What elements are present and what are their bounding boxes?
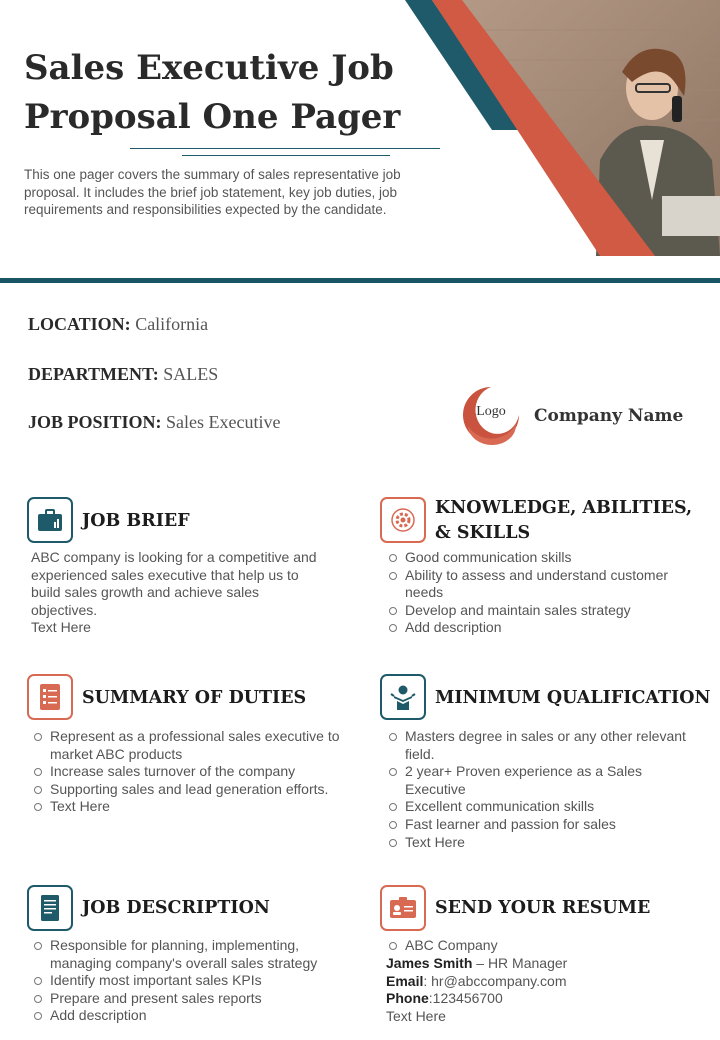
list-item: Responsible for planning, implementing, managing company's overall sales strategy bbox=[31, 937, 341, 972]
phone-value: :123456700 bbox=[428, 990, 503, 1007]
list-item: Excellent communication skills bbox=[386, 798, 706, 816]
location-field bbox=[28, 314, 208, 335]
email-value[interactable]: : hr@abccompany.com bbox=[423, 972, 567, 989]
email-line[interactable] bbox=[386, 973, 686, 991]
list-item: 2 year+ Proven experience as a Sales Executive bbox=[386, 763, 706, 798]
knowledge-heading bbox=[435, 496, 692, 546]
title-underline-short bbox=[182, 155, 390, 156]
resume-company-list bbox=[386, 937, 686, 955]
job-description-heading: JOB DESCRIPTION bbox=[82, 898, 270, 918]
list-item: Identify most important sales KPIs bbox=[31, 972, 341, 990]
title-line-1: Sales Executive Job bbox=[24, 48, 394, 88]
location-value: California bbox=[135, 314, 209, 334]
contact-role: – HR Manager bbox=[472, 955, 568, 971]
list-item: Prepare and present sales reports bbox=[31, 990, 341, 1008]
company-name: Company Name bbox=[534, 406, 684, 426]
duties-list bbox=[31, 728, 361, 816]
list-item: Text Here bbox=[31, 798, 361, 816]
list-item: Text Here bbox=[386, 834, 706, 852]
title-underline bbox=[130, 148, 440, 149]
position-field bbox=[28, 412, 281, 433]
phone-label: Phone bbox=[386, 990, 429, 1007]
department-value: SALES bbox=[163, 364, 219, 384]
list-item: Represent as a professional sales executive to market ABC products bbox=[31, 728, 361, 763]
knowledge-list bbox=[386, 549, 676, 637]
position-value: Sales Executive bbox=[166, 412, 281, 432]
briefcase-icon bbox=[27, 497, 73, 543]
duties-heading: SUMMARY OF DUTIES bbox=[82, 688, 307, 708]
knowledge-heading-line-1: KNOWLEDGE, ABILITIES, bbox=[435, 498, 693, 518]
list-item: Add description bbox=[386, 619, 676, 637]
divider-band bbox=[0, 278, 720, 283]
list-item: Add description bbox=[31, 1007, 341, 1025]
qualification-list bbox=[386, 728, 706, 851]
job-brief-heading: JOB BRIEF bbox=[82, 511, 190, 531]
resume-footer-text: Text Here bbox=[386, 1007, 446, 1024]
job-brief-line: Text Here bbox=[31, 619, 91, 636]
intro-text: This one pager covers the summary of sales representative job proposal. It includes the brief job statement, key job duties, job requirements and responsibilities expected by the candidate. bbox=[24, 167, 401, 217]
resume-contact bbox=[386, 955, 686, 1025]
id-card-icon bbox=[380, 885, 426, 931]
email-label: Email bbox=[386, 972, 424, 989]
graduate-icon bbox=[380, 674, 426, 720]
job-brief-text bbox=[31, 549, 351, 637]
job-brief-line: ABC company is looking for a competitive and bbox=[31, 549, 317, 565]
contact-line bbox=[386, 955, 686, 973]
list-item: Develop and maintain sales strategy bbox=[386, 602, 676, 620]
job-brief-line: experienced sales executive that help us to bbox=[31, 566, 299, 583]
department-field bbox=[28, 364, 218, 385]
document-icon bbox=[27, 885, 73, 931]
checklist-icon bbox=[27, 674, 73, 720]
location-label: LOCATION: bbox=[28, 314, 131, 334]
title-line-2: Proposal One Pager bbox=[24, 97, 401, 137]
resume-company: ABC Company bbox=[386, 937, 686, 955]
gear-icon bbox=[380, 497, 426, 543]
list-item: Supporting sales and lead generation efforts. bbox=[31, 781, 361, 799]
list-item: Increase sales turnover of the company bbox=[31, 763, 361, 781]
contact-name: James Smith bbox=[386, 955, 473, 971]
position-label: JOB POSITION: bbox=[28, 412, 162, 432]
knowledge-heading-line-2: & SKILLS bbox=[435, 523, 531, 543]
job-description-list bbox=[31, 937, 341, 1025]
qualification-heading: MINIMUM QUALIFICATION bbox=[435, 688, 711, 708]
list-item: Ability to assess and understand customer needs bbox=[386, 567, 676, 602]
list-item: Good communication skills bbox=[386, 549, 676, 567]
job-brief-line: objectives. bbox=[31, 601, 98, 618]
list-item: Masters degree in sales or any other relevant field. bbox=[386, 728, 706, 763]
department-label: DEPARTMENT: bbox=[28, 364, 159, 384]
page-title bbox=[24, 44, 424, 142]
logo-text: Logo bbox=[476, 404, 506, 419]
phone-line bbox=[386, 990, 686, 1008]
job-brief-line: build sales growth and achieve sales bbox=[31, 584, 260, 601]
resume-heading: SEND YOUR RESUME bbox=[435, 898, 651, 918]
list-item: Fast learner and passion for sales bbox=[386, 816, 706, 834]
